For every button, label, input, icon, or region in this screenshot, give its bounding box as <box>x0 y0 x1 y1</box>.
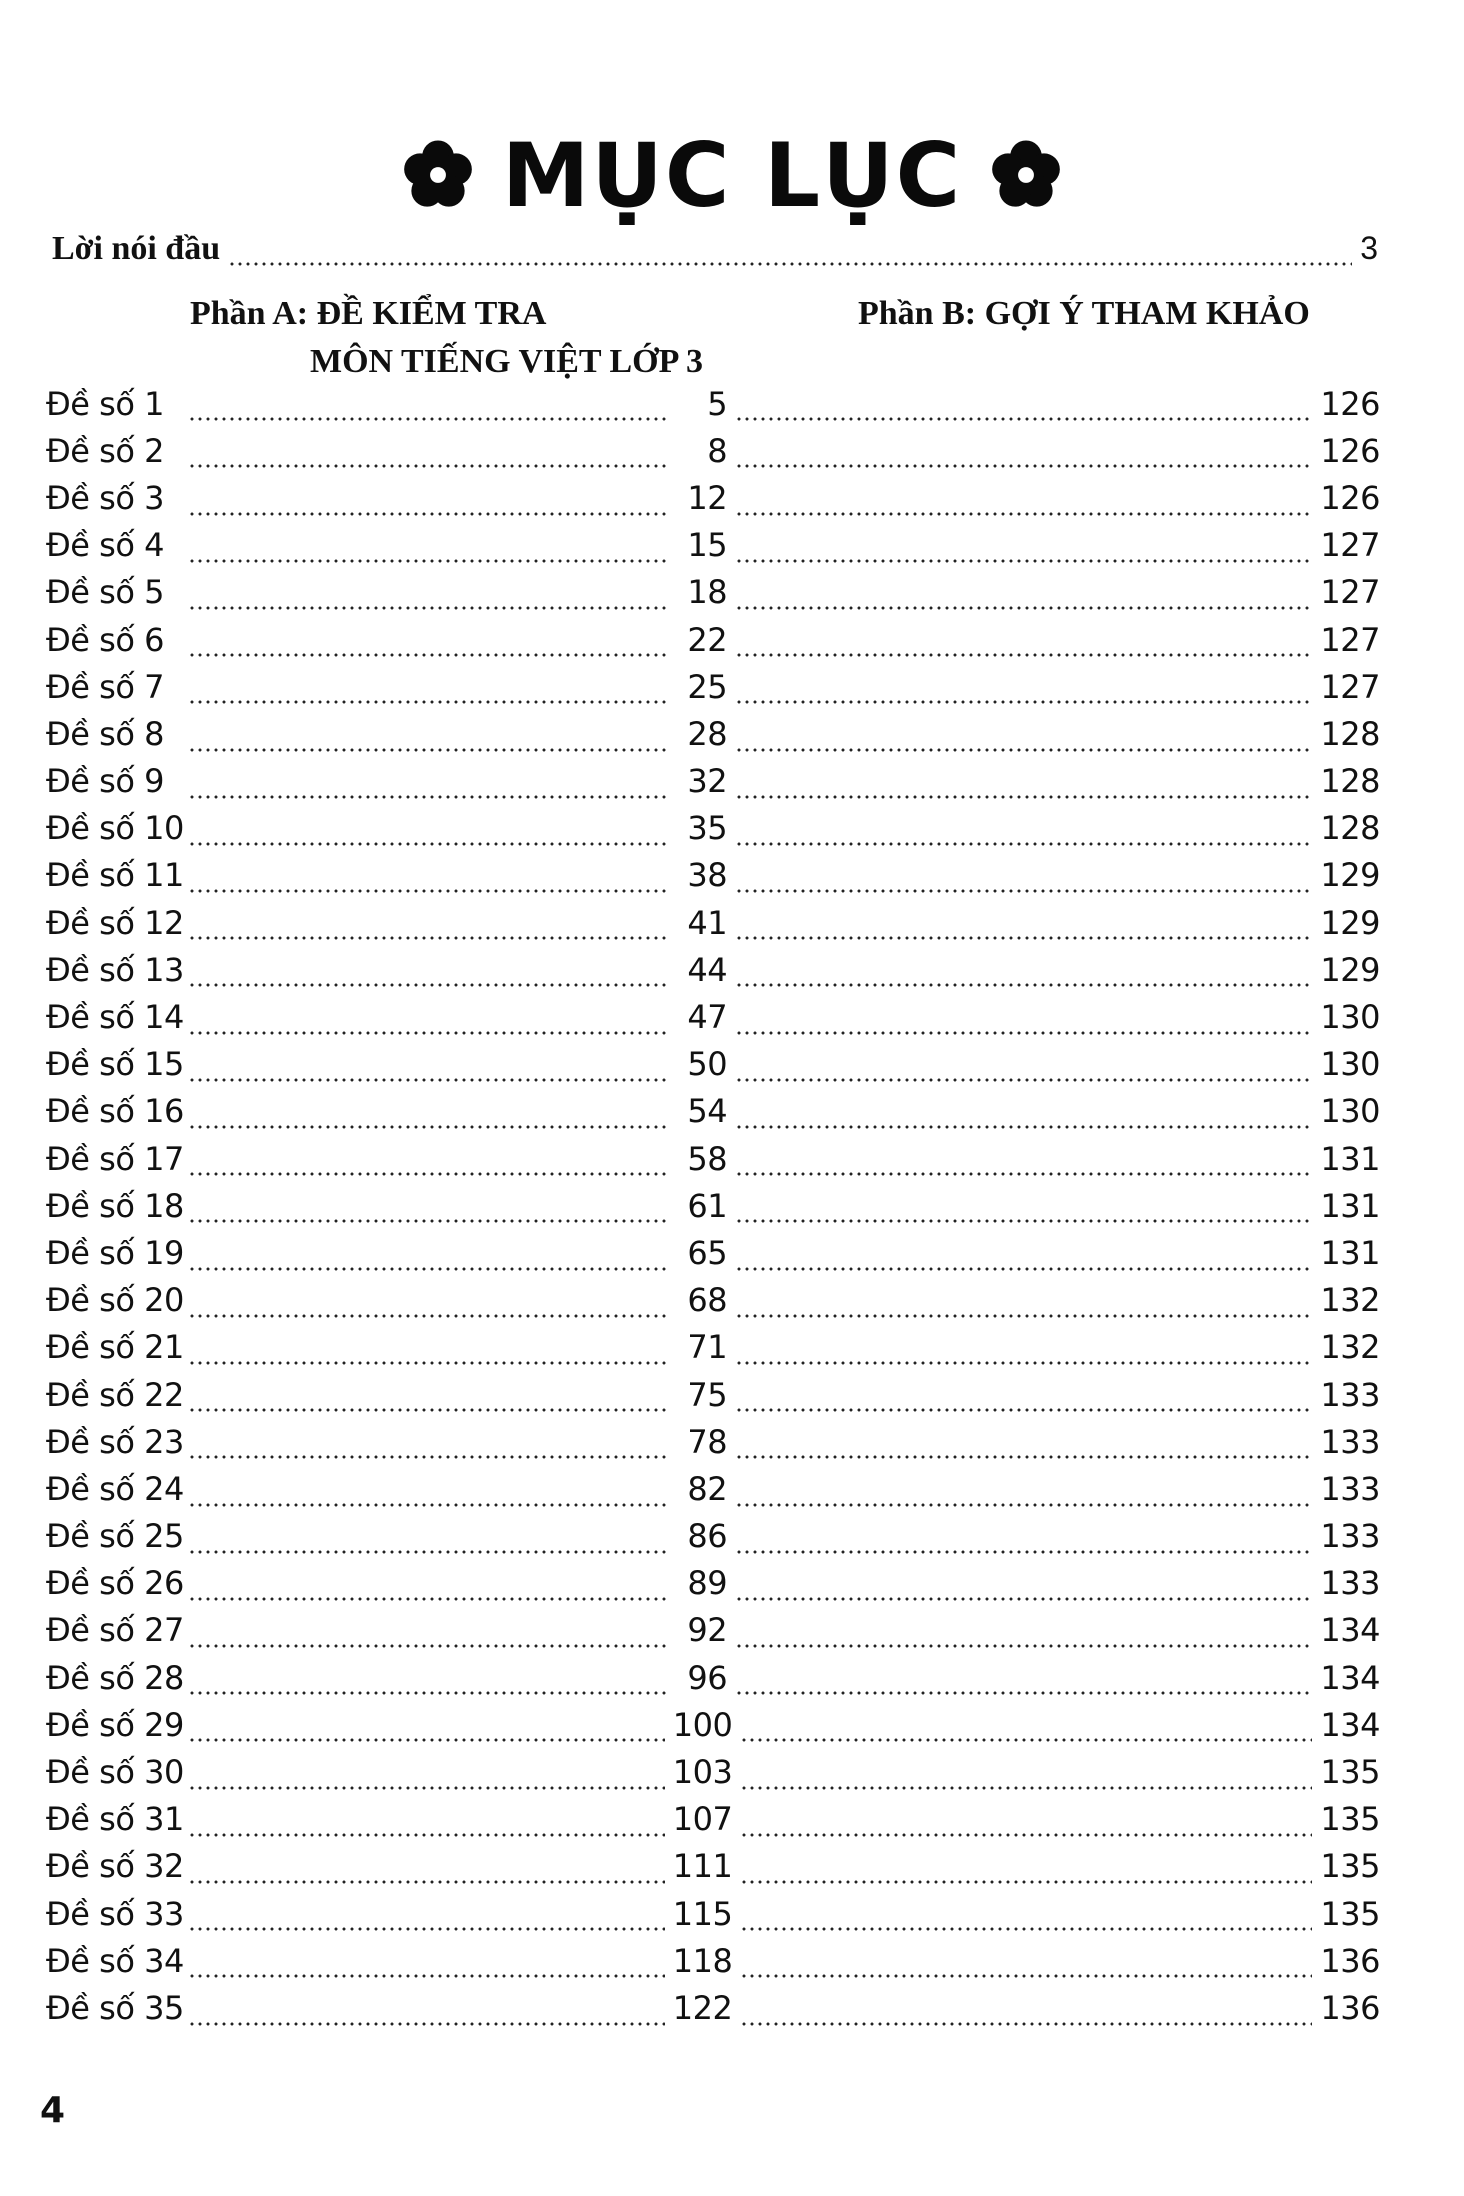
dot-leader <box>188 1172 669 1176</box>
entry-page-b: 126 <box>1320 431 1380 470</box>
dot-leader <box>735 559 1312 563</box>
entry-page-b: 134 <box>1320 1611 1380 1650</box>
dot-leader <box>740 1738 1312 1742</box>
entry-page-a: 86 <box>687 1517 728 1556</box>
dot-leader <box>735 1644 1312 1648</box>
entry-page-b: 133 <box>1320 1564 1380 1603</box>
entry-page-b: 129 <box>1320 856 1380 895</box>
toc-row <box>46 1371 1380 1418</box>
dot-leader <box>735 1503 1312 1507</box>
dot-leader <box>740 1833 1312 1837</box>
toc-row <box>46 1748 1380 1795</box>
entry-page-b: 133 <box>1320 1517 1380 1556</box>
toc-row <box>46 805 1380 852</box>
toc-row <box>46 852 1380 899</box>
entry-page-a: 89 <box>687 1564 728 1603</box>
toc-row <box>46 522 1380 569</box>
dot-leader <box>735 1361 1312 1365</box>
entry-page-b: 130 <box>1320 998 1380 1037</box>
dot-leader <box>188 1833 665 1837</box>
toc-row <box>46 1182 1380 1229</box>
entry-page-b: 133 <box>1320 1375 1380 1414</box>
entry-page-a: 8 <box>707 431 728 470</box>
entry-page-b: 126 <box>1320 478 1380 517</box>
dot-leader <box>735 889 1312 893</box>
entry-page-a: 103 <box>672 1753 733 1792</box>
toc-row <box>46 1796 1380 1843</box>
dot-leader <box>188 1314 669 1318</box>
toc-row <box>46 1513 1380 1560</box>
preface-page: 3 <box>1360 230 1378 266</box>
entry-label: Đề số 32 <box>46 1847 184 1886</box>
dot-leader <box>188 1691 669 1695</box>
dot-leader <box>188 1880 665 1884</box>
entry-page-a: 32 <box>687 762 728 801</box>
dot-leader <box>735 700 1312 704</box>
dot-leader <box>188 936 669 940</box>
dot-leader <box>735 842 1312 846</box>
entry-label: Đề số 17 <box>46 1139 184 1178</box>
entry-label: Đề số 18 <box>46 1186 184 1225</box>
entry-page-a: 47 <box>687 998 728 1037</box>
entry-page-a: 96 <box>687 1658 728 1697</box>
dot-leader <box>735 1031 1312 1035</box>
dot-leader <box>735 1455 1312 1459</box>
entry-page-b: 132 <box>1320 1328 1380 1367</box>
entry-page-a: 82 <box>687 1469 728 1508</box>
dot-leader <box>735 748 1312 752</box>
dot-leader <box>188 1078 669 1082</box>
entry-label: Đề số 20 <box>46 1281 184 1320</box>
toc-row <box>46 1654 1380 1701</box>
entry-page-a: 44 <box>687 950 728 989</box>
entry-label: Đề số 14 <box>46 998 184 1037</box>
entry-page-b: 127 <box>1320 667 1380 706</box>
dot-leader <box>188 1408 669 1412</box>
preface-label: Lời nói đầu <box>52 230 221 267</box>
entry-label: Đề số 34 <box>46 1941 184 1980</box>
dot-leader <box>188 1455 669 1459</box>
toc-row <box>46 710 1380 757</box>
dot-leader <box>735 512 1312 516</box>
entry-label: Đề số 1 <box>46 384 164 423</box>
entry-label: Đề số 25 <box>46 1517 184 1556</box>
dot-leader <box>188 2022 665 2026</box>
entry-page-b: 130 <box>1320 1045 1380 1084</box>
toc-row <box>46 1324 1380 1371</box>
dot-leader <box>188 1031 669 1035</box>
dot-leader <box>735 1172 1312 1176</box>
toc-row <box>46 1229 1380 1276</box>
page-number: 4 <box>40 2090 66 2131</box>
toc-row <box>46 899 1380 946</box>
dot-leader <box>735 1267 1312 1271</box>
entry-page-b: 129 <box>1320 950 1380 989</box>
entry-label: Đề số 28 <box>46 1658 184 1697</box>
part-a-heading <box>190 290 830 386</box>
entry-label: Đề số 29 <box>46 1705 184 1744</box>
toc-row <box>46 1135 1380 1182</box>
toc-row <box>46 1984 1380 2031</box>
toc-row <box>46 474 1380 521</box>
entry-page-b: 135 <box>1320 1800 1380 1839</box>
entry-page-a: 118 <box>672 1941 733 1980</box>
entry-page-a: 107 <box>672 1800 733 1839</box>
entry-page-b: 132 <box>1320 1281 1380 1320</box>
toc-row <box>46 1937 1380 1984</box>
entry-page-b: 134 <box>1320 1705 1380 1744</box>
dot-leader <box>188 983 669 987</box>
entry-page-b: 131 <box>1320 1233 1380 1272</box>
entry-page-b: 136 <box>1320 1988 1380 2027</box>
dot-leader <box>188 1503 669 1507</box>
page-title: MỤC LỤC <box>501 123 963 227</box>
toc-row <box>46 1418 1380 1465</box>
entry-page-b: 129 <box>1320 903 1380 942</box>
page-title-block <box>0 120 1464 230</box>
toc-row <box>46 1843 1380 1890</box>
entry-label: Đề số 6 <box>46 620 164 659</box>
entry-page-b: 127 <box>1320 526 1380 565</box>
entry-page-a: 25 <box>687 667 728 706</box>
dot-leader <box>735 1691 1312 1695</box>
dot-leader <box>188 1738 665 1742</box>
dot-leader <box>228 262 1352 266</box>
entry-page-a: 58 <box>687 1139 728 1178</box>
entry-page-a: 5 <box>707 384 728 423</box>
entry-page-b: 130 <box>1320 1092 1380 1131</box>
toc-list <box>46 380 1380 2032</box>
entry-page-b: 128 <box>1320 762 1380 801</box>
entry-label: Đề số 9 <box>46 762 164 801</box>
dot-leader <box>188 1219 669 1223</box>
toc-row <box>46 993 1380 1040</box>
entry-page-b: 135 <box>1320 1847 1380 1886</box>
dot-leader <box>735 417 1312 421</box>
dot-leader <box>740 1974 1312 1978</box>
entry-page-a: 35 <box>687 809 728 848</box>
dot-leader <box>735 606 1312 610</box>
dot-leader <box>188 795 669 799</box>
entry-label: Đề số 16 <box>46 1092 184 1131</box>
entry-label: Đề số 27 <box>46 1611 184 1650</box>
dot-leader <box>188 700 669 704</box>
dot-leader <box>740 1927 1312 1931</box>
entry-page-b: 127 <box>1320 620 1380 659</box>
toc-row <box>46 1890 1380 1937</box>
toc-row <box>46 380 1380 427</box>
dot-leader <box>188 1597 669 1601</box>
toc-row <box>46 427 1380 474</box>
entry-page-a: 50 <box>687 1045 728 1084</box>
entry-label: Đề số 30 <box>46 1753 184 1792</box>
entry-label: Đề số 22 <box>46 1375 184 1414</box>
entry-label: Đề số 33 <box>46 1894 184 1933</box>
toc-row <box>46 758 1380 805</box>
dot-leader <box>188 653 669 657</box>
entry-page-b: 127 <box>1320 573 1380 612</box>
dot-leader <box>735 1408 1312 1412</box>
entry-page-a: 54 <box>687 1092 728 1131</box>
dot-leader <box>735 464 1312 468</box>
part-b-title: Phần B: GỢI Ý THAM KHẢO <box>858 295 1310 332</box>
entry-page-a: 12 <box>687 478 728 517</box>
entry-label: Đề số 15 <box>46 1045 184 1084</box>
dot-leader <box>735 936 1312 940</box>
toc-row <box>46 569 1380 616</box>
toc-row <box>46 1465 1380 1512</box>
toc-row <box>46 1041 1380 1088</box>
dot-leader <box>188 748 669 752</box>
entry-label: Đề số 13 <box>46 950 184 989</box>
entry-page-a: 71 <box>687 1328 728 1367</box>
toc-row <box>46 1277 1380 1324</box>
dot-leader <box>735 1078 1312 1082</box>
entry-label: Đề số 4 <box>46 526 164 565</box>
dot-leader <box>188 1125 669 1129</box>
entry-page-b: 133 <box>1320 1422 1380 1461</box>
dot-leader <box>188 464 669 468</box>
flower-icon <box>990 139 1062 211</box>
entry-label: Đề số 23 <box>46 1422 184 1461</box>
toc-row <box>46 1560 1380 1607</box>
dot-leader <box>740 2022 1312 2026</box>
entry-page-a: 38 <box>687 856 728 895</box>
toc-row <box>46 946 1380 993</box>
entry-page-b: 131 <box>1320 1186 1380 1225</box>
dot-leader <box>735 795 1312 799</box>
entry-label: Đề số 2 <box>46 431 164 470</box>
dot-leader <box>188 1644 669 1648</box>
entry-page-b: 133 <box>1320 1469 1380 1508</box>
entry-page-a: 68 <box>687 1281 728 1320</box>
dot-leader <box>188 842 669 846</box>
dot-leader <box>188 889 669 893</box>
toc-row <box>46 1607 1380 1654</box>
entry-page-b: 134 <box>1320 1658 1380 1697</box>
entry-page-b: 136 <box>1320 1941 1380 1980</box>
part-a-subtitle: MÔN TIẾNG VIỆT LỚP 3 <box>310 343 703 380</box>
entry-page-a: 92 <box>687 1611 728 1650</box>
dot-leader <box>735 1125 1312 1129</box>
dot-leader <box>188 1267 669 1271</box>
entry-page-a: 100 <box>672 1705 733 1744</box>
entry-page-b: 131 <box>1320 1139 1380 1178</box>
flower-icon <box>402 139 474 211</box>
toc-row <box>46 663 1380 710</box>
entry-label: Đề số 7 <box>46 667 164 706</box>
entry-page-a: 61 <box>687 1186 728 1225</box>
entry-page-a: 18 <box>687 573 728 612</box>
part-a-title: Phần A: ĐỀ KIỂM TRA <box>190 295 547 332</box>
dot-leader <box>188 1974 665 1978</box>
entry-page-b: 135 <box>1320 1753 1380 1792</box>
dot-leader <box>188 1786 665 1790</box>
entry-page-b: 128 <box>1320 809 1380 848</box>
entry-label: Đề số 12 <box>46 903 184 942</box>
entry-page-a: 41 <box>687 903 728 942</box>
entry-page-a: 28 <box>687 714 728 753</box>
dot-leader <box>735 653 1312 657</box>
toc-row <box>46 1088 1380 1135</box>
entry-page-a: 22 <box>687 620 728 659</box>
entry-label: Đề số 21 <box>46 1328 184 1367</box>
dot-leader <box>188 559 669 563</box>
entry-label: Đề số 11 <box>46 856 184 895</box>
dot-leader <box>740 1786 1312 1790</box>
entry-page-a: 65 <box>687 1233 728 1272</box>
entry-label: Đề số 24 <box>46 1469 184 1508</box>
dot-leader <box>740 1880 1312 1884</box>
entry-label: Đề số 35 <box>46 1988 184 2027</box>
entry-page-b: 135 <box>1320 1894 1380 1933</box>
entry-label: Đề số 31 <box>46 1800 184 1839</box>
entry-label: Đề số 3 <box>46 478 164 517</box>
dot-leader <box>188 512 669 516</box>
entry-page-a: 122 <box>672 1988 733 2027</box>
entry-label: Đề số 5 <box>46 573 164 612</box>
preface-entry <box>52 230 1378 274</box>
toc-row <box>46 616 1380 663</box>
entry-page-b: 126 <box>1320 384 1380 423</box>
dot-leader <box>735 1597 1312 1601</box>
dot-leader <box>188 417 669 421</box>
dot-leader <box>735 1219 1312 1223</box>
dot-leader <box>735 1314 1312 1318</box>
entry-label: Đề số 19 <box>46 1233 184 1272</box>
entry-page-a: 15 <box>687 526 728 565</box>
entry-label: Đề số 8 <box>46 714 164 753</box>
entry-page-a: 78 <box>687 1422 728 1461</box>
dot-leader <box>735 1550 1312 1554</box>
dot-leader <box>188 1361 669 1365</box>
toc-row <box>46 1701 1380 1748</box>
dot-leader <box>188 1550 669 1554</box>
entry-label: Đề số 26 <box>46 1564 184 1603</box>
dot-leader <box>735 983 1312 987</box>
entry-page-a: 115 <box>672 1894 733 1933</box>
entry-page-a: 75 <box>687 1375 728 1414</box>
part-b-heading <box>858 290 1378 338</box>
dot-leader <box>188 606 669 610</box>
entry-page-b: 128 <box>1320 714 1380 753</box>
dot-leader <box>188 1927 665 1931</box>
entry-page-a: 111 <box>672 1847 733 1886</box>
entry-label: Đề số 10 <box>46 809 184 848</box>
